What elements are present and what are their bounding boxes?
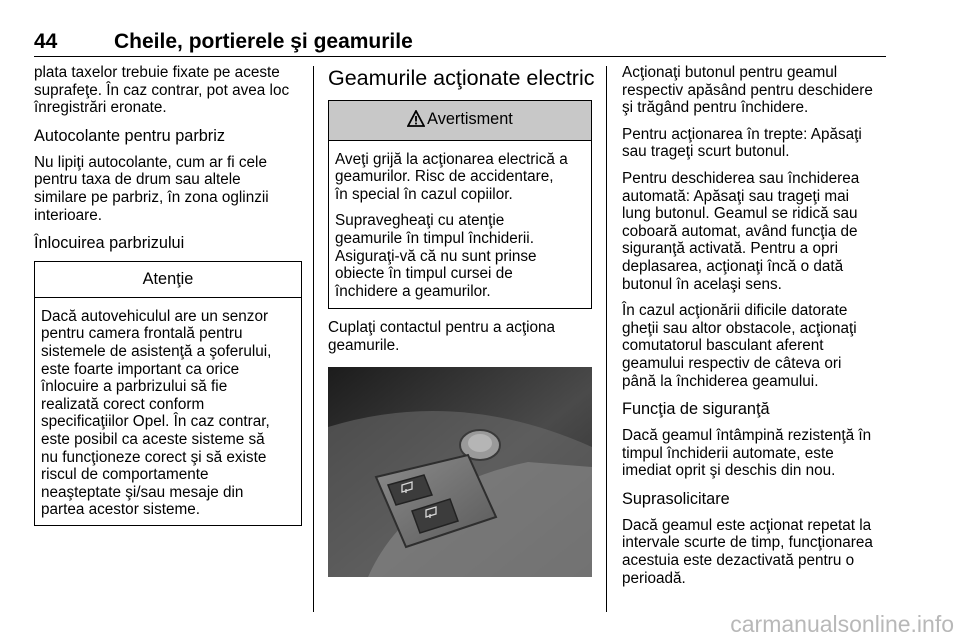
text-line: înregistrări eronate.	[34, 99, 167, 117]
intro-paragraph	[34, 64, 302, 117]
warning-title: Avertisment	[427, 110, 513, 128]
heading-windshield-stickers: Autocolante pentru parbriz	[34, 126, 225, 145]
ignition-paragraph	[328, 319, 592, 354]
operate-paragraph	[622, 64, 890, 117]
text-line: perioadă.	[622, 569, 686, 587]
header-rule	[34, 56, 886, 57]
text-line: lung butonul. Geamul se ridică sau	[622, 205, 858, 223]
text-line: intervale scurte de timp, funcţionarea	[622, 534, 873, 552]
text-line: sistemele de asistenţă a şoferului,	[41, 342, 272, 360]
text-line: comutatorul basculant aferent	[622, 337, 824, 355]
text-line: respectiv apăsând pentru deschidere	[622, 81, 873, 99]
page-number: 44	[34, 30, 58, 53]
text-line: Nu lipiţi autocolante, cum ar fi cele	[34, 153, 267, 171]
stickers-paragraph	[34, 154, 302, 224]
safety-paragraph	[622, 427, 890, 480]
text-line: nu funcţioneze corect şi să existe	[41, 448, 267, 466]
text-line: acestuia este dezactivată pentru o	[622, 552, 855, 570]
text-line: Dacă autovehiculul are un senzor	[41, 307, 269, 325]
column-middle	[328, 66, 595, 577]
text-line: Supravegheaţi cu atenţie	[335, 212, 505, 230]
text-line: este posibil ca aceste sisteme să	[41, 430, 265, 448]
text-line: Pentru acţionarea în trepte: Apăsaţi	[622, 125, 862, 143]
text-line: similare pe parbriz, în zona oglinzii	[34, 188, 269, 206]
text-line: timpul închiderii automate, este	[622, 444, 834, 462]
window-switch-photo	[328, 367, 592, 577]
text-line: interioare.	[34, 206, 103, 224]
text-line: geamurile în timpul închiderii.	[335, 229, 534, 247]
heading-overload: Suprasolicitare	[622, 489, 730, 508]
text-line: Acţionaţi butonul pentru geamul	[622, 64, 838, 81]
text-line: Aveţi grijă la acţionarea electrică a	[335, 150, 568, 168]
text-line: închidere a geamurilor.	[335, 282, 491, 300]
warning-box	[328, 100, 592, 309]
warning-header	[329, 101, 591, 141]
text-line: sau trageţi scurt butonul.	[622, 143, 790, 161]
text-line: Dacă geamul întâmpină rezistenţă în	[622, 427, 872, 445]
text-line: Pentru deschiderea sau închiderea	[622, 169, 860, 187]
caution-title: Atenţie	[35, 262, 301, 298]
text-line: pentru taxa de drum sau altele	[34, 171, 241, 189]
text-line: până la închiderea geamului.	[622, 372, 819, 390]
chapter-title: Cheile, portierele şi geamurile	[114, 30, 413, 53]
warning-paragraph-2	[335, 212, 585, 300]
text-line: geamurilor. Risc de accidentare,	[335, 168, 554, 186]
text-line: geamurile.	[328, 336, 400, 354]
text-line: obiecte în timpul cursei de	[335, 265, 513, 283]
heading-safety-function: Funcţia de siguranţă	[622, 400, 770, 419]
text-line: coboară automat, având funcţia de	[622, 222, 858, 240]
column-left	[34, 64, 302, 526]
overload-paragraph	[622, 517, 890, 587]
warning-text	[329, 141, 591, 309]
text-line: în special în cazul copiilor.	[335, 185, 513, 203]
text-line: este foarte important ca orice	[41, 360, 240, 378]
column-right	[622, 64, 890, 596]
warning-triangle-icon	[407, 110, 425, 132]
text-line: butonul în acelaşi sens.	[622, 275, 782, 293]
text-line: În cazul acţionării dificile datorate	[622, 302, 848, 320]
text-line: imediat oprit şi deschis din nou.	[622, 462, 836, 480]
text-line: siguranţă activată. Pentru a opri	[622, 240, 838, 258]
text-line: suprafeţe. În caz contrar, pot avea loc	[34, 81, 290, 99]
heading-windshield-replacement: Înlocuirea parbrizului	[34, 234, 185, 253]
text-line: geamului respectiv de câteva ori	[622, 354, 842, 372]
text-line: automată: Apăsaţi sau trageţi mai	[622, 187, 850, 205]
text-line: gheţii sau altor obstacole, acţionaţi	[622, 319, 857, 337]
text-line: şi trăgând pentru închidere.	[622, 99, 809, 117]
text-line: pentru camera frontală pentru	[41, 325, 243, 343]
page-header	[34, 30, 886, 52]
text-line: înlocuire a parbrizului să fie	[41, 378, 228, 396]
watermark: carmanualsonline.info	[730, 611, 954, 637]
stepwise-paragraph	[622, 126, 890, 161]
warning-paragraph-1	[335, 151, 585, 204]
caution-box	[34, 261, 302, 526]
section-title: Geamurile acţionate electric	[328, 66, 595, 90]
text-line: Cuplaţi contactul pentru a acţiona	[328, 319, 556, 337]
column-divider-1	[313, 66, 314, 612]
text-line: plata taxelor trebuie fixate pe aceste	[34, 64, 280, 81]
caution-text	[35, 298, 301, 525]
text-line: specificaţiilor Opel. În caz contrar,	[41, 413, 270, 431]
column-divider-2	[606, 66, 607, 612]
text-line: deplasarea, acţionaţi încă o dată	[622, 257, 844, 275]
ice-paragraph	[622, 302, 890, 390]
text-line: partea acestor sisteme.	[41, 501, 200, 519]
text-line: Dacă geamul este acţionat repetat la	[622, 516, 872, 534]
text-line: neaşteptate şi/sau mesaje din	[41, 483, 244, 501]
text-line: realizată corect conform	[41, 395, 205, 413]
text-line: Asiguraţi-vă că nu sunt prinse	[335, 247, 537, 265]
text-line: riscul de comportamente	[41, 466, 209, 484]
automatic-paragraph	[622, 170, 890, 293]
